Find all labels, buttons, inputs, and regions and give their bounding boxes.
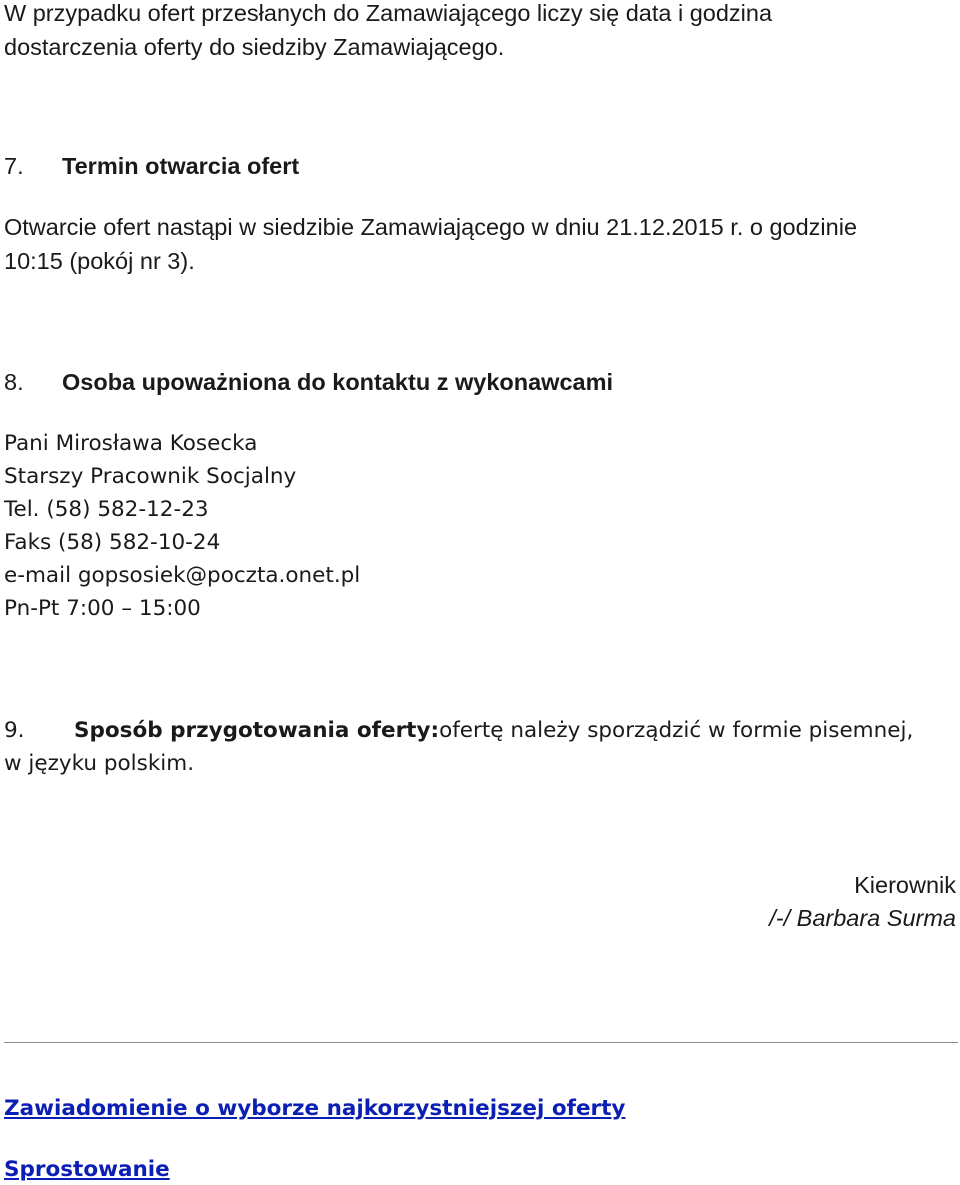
- divider: [4, 1042, 958, 1043]
- notice-link[interactable]: Zawiadomienie o wyborze najkorzystniejszej oferty: [4, 1096, 626, 1121]
- section-8-title: Osoba upoważniona do kontaktu z wykonawcami: [62, 369, 614, 395]
- section-8-heading: [4, 371, 613, 395]
- contact-hours: Pn-Pt 7:00 – 15:00: [4, 596, 201, 621]
- signature-name: /-/ Barbara Surma: [769, 905, 956, 931]
- section-7-title: Termin otwarcia ofert: [62, 153, 300, 179]
- intro-line-1: W przypadku ofert przesłanych do Zamawiającego liczy się data i godzina: [4, 0, 773, 26]
- correction-link[interactable]: Sprostowanie: [4, 1157, 170, 1182]
- contact-fax: Faks (58) 582-10-24: [4, 530, 221, 555]
- intro-line-2: dostarczenia oferty do siedziby Zamawiającego.: [4, 34, 505, 60]
- section-7-text-line-2: 10:15 (pokój nr 3).: [4, 248, 195, 274]
- section-9-text-line-2: w języku polskim.: [4, 751, 195, 776]
- section-7-number: 7.: [4, 153, 24, 179]
- contact-email: e-mail gopsosiek@poczta.onet.pl: [4, 563, 361, 588]
- notice-link-row: [4, 1098, 625, 1120]
- contact-position: Starszy Pracownik Socjalny: [4, 464, 297, 489]
- contact-name: Pani Mirosława Kosecka: [4, 431, 258, 456]
- section-9-number: 9.: [4, 718, 25, 743]
- section-8-number: 8.: [4, 369, 24, 395]
- section-7-heading: [4, 155, 299, 179]
- section-9-heading: [4, 720, 913, 742]
- section-9-title: Sposób przygotowania oferty:: [74, 718, 440, 743]
- section-9-text: ofertę należy sporządzić w formie pisemnej,: [439, 718, 914, 743]
- contact-phone: Tel. (58) 582-12-23: [4, 497, 209, 522]
- correction-link-row: [4, 1159, 170, 1181]
- signature-role: Kierownik: [854, 872, 956, 898]
- section-7-text-line-1: Otwarcie ofert nastąpi w siedzibie Zamawiającego w dniu 21.12.2015 r. o godzinie: [4, 214, 858, 240]
